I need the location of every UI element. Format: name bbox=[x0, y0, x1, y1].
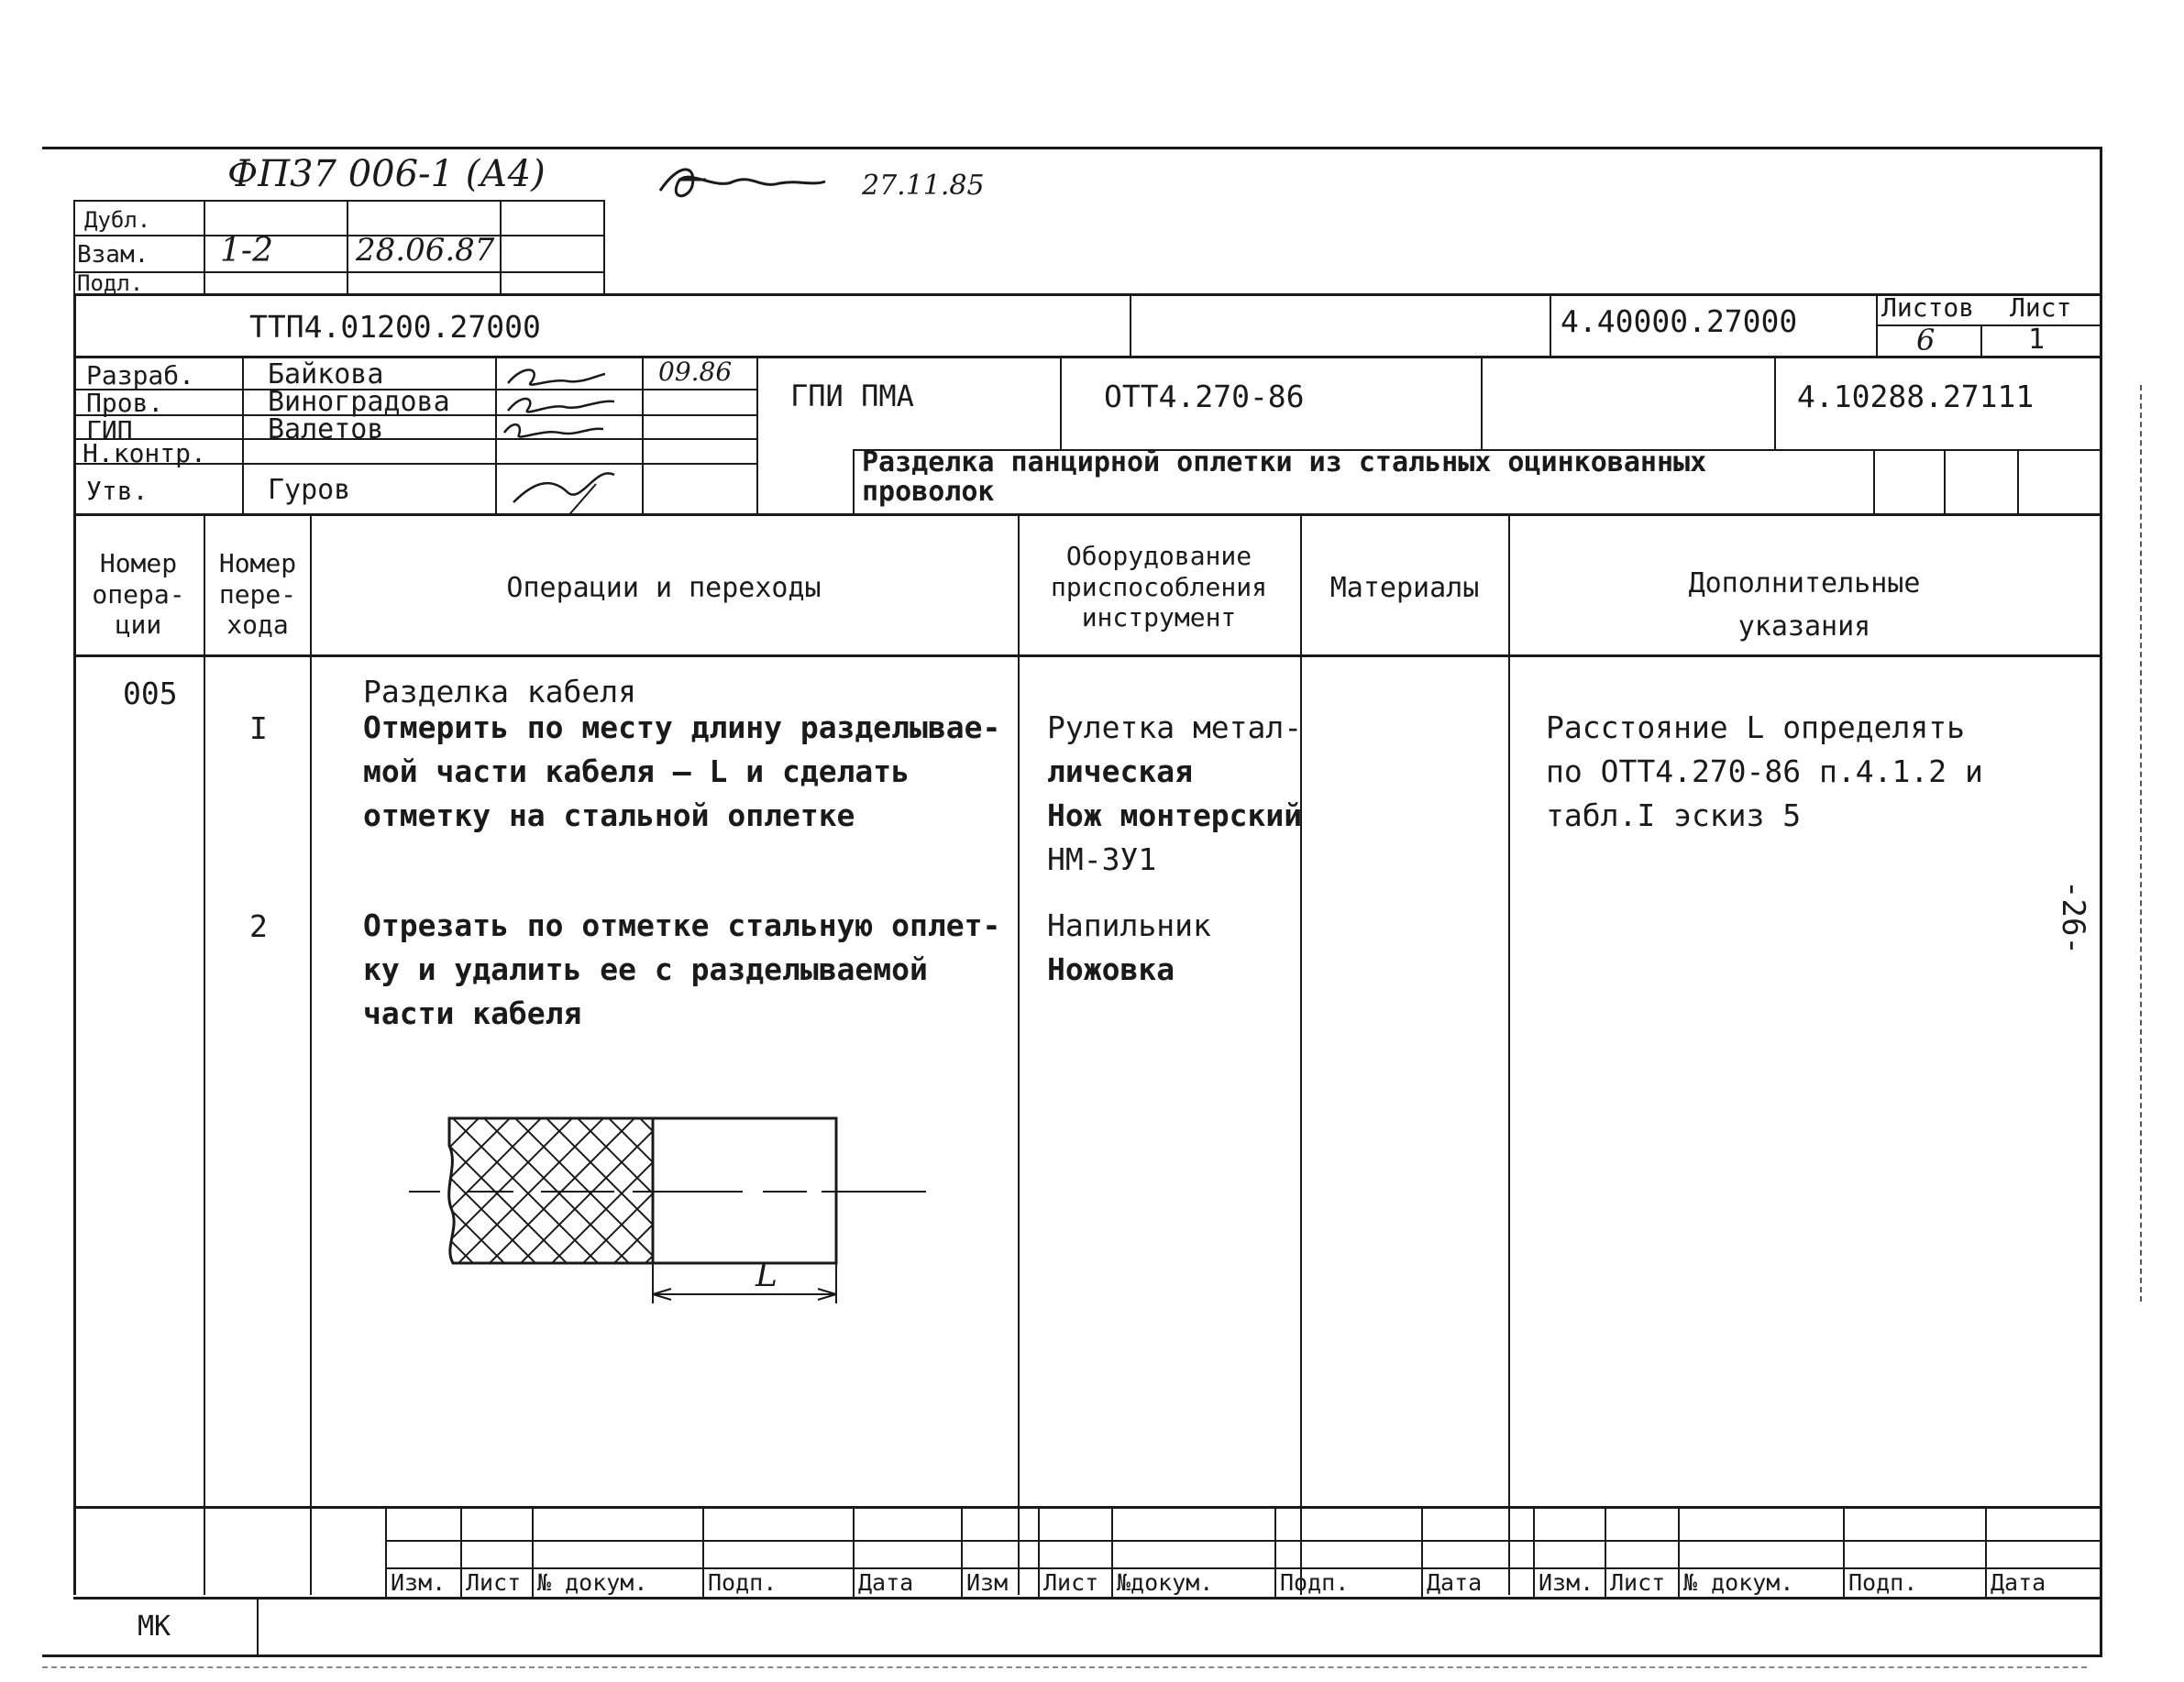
additional-line-1: Расстояние L определять bbox=[1546, 709, 1965, 745]
sheets-value: 6 bbox=[1916, 323, 1936, 357]
title-line-2: проволок bbox=[862, 476, 995, 508]
sheets-label: Листов bbox=[1881, 292, 1975, 323]
col-operations: Операции и переходы bbox=[506, 572, 822, 604]
revision-col-0: Изм. bbox=[391, 1569, 447, 1596]
revision-col-13: Подп. bbox=[1848, 1569, 1918, 1596]
step-2-line-3: части кабеля bbox=[363, 995, 582, 1031]
sheet-label: Лист bbox=[2010, 292, 2072, 323]
revision-col-12: № докум. bbox=[1683, 1569, 1794, 1596]
doc-code-right: 4.40000.27000 bbox=[1561, 303, 1798, 339]
standard-code: ОТТ4.270-86 bbox=[1104, 379, 1305, 414]
operation-number: 005 bbox=[123, 676, 178, 711]
sheet-value: 1 bbox=[2028, 324, 2046, 356]
step-1-line-1: Отмерить по месту длину разделывае- bbox=[363, 709, 1001, 745]
sig-date-0: 09.86 bbox=[658, 357, 733, 387]
step-1-line-2: мой части кабеля – L и сделать bbox=[363, 753, 910, 789]
form-code: ФП37 006-1 (А4) bbox=[227, 153, 546, 195]
revision-col-4: Дата bbox=[858, 1569, 914, 1596]
signature-scribbles bbox=[495, 356, 642, 513]
sketch-dimension-label: L bbox=[756, 1257, 778, 1294]
product-code: 4.10288.27111 bbox=[1797, 379, 2035, 414]
change-label-vzam: Взам. bbox=[77, 241, 149, 269]
step-1-equip-3: Нож монтерский bbox=[1047, 797, 1303, 833]
sig-name-0: Байкова bbox=[268, 358, 384, 390]
title-line-1: Разделка панцирной оплетки из стальных оцинкованных bbox=[862, 446, 1707, 478]
handwritten-date: 27.11.85 bbox=[862, 170, 985, 202]
cable-sketch bbox=[403, 1100, 935, 1320]
change-date-vzam: 28.06.87 bbox=[356, 232, 495, 269]
margin-page-number: -26- bbox=[2055, 880, 2091, 955]
col-materials: Материалы bbox=[1329, 572, 1480, 604]
step-1-equip-2: лическая bbox=[1047, 753, 1193, 789]
change-label-dubl: Дубл. bbox=[84, 207, 151, 233]
revision-col-14: Дата bbox=[1991, 1569, 2046, 1596]
additional-line-3: табл.I эскиз 5 bbox=[1546, 797, 1802, 833]
revision-col-8: Подп. bbox=[1280, 1569, 1350, 1596]
doc-code-left: ТТП4.01200.27000 bbox=[249, 309, 541, 345]
sig-role-3: Н.контр. bbox=[83, 438, 206, 468]
revision-col-9: Дата bbox=[1427, 1569, 1483, 1596]
step-1-equip-4: НМ-3У1 bbox=[1047, 841, 1157, 877]
revision-col-11: Лист bbox=[1610, 1569, 1666, 1596]
step-2-equip-2: Ножовка bbox=[1047, 951, 1175, 987]
revision-col-2: № докум. bbox=[537, 1569, 648, 1596]
step-2-line-1: Отрезать по отметке стальную оплет- bbox=[363, 907, 1001, 943]
col-op-number: Номер опера- ции bbox=[92, 548, 185, 641]
step-1-line-3: отметку на стальной оплетке bbox=[363, 797, 855, 833]
revision-col-1: Лист bbox=[466, 1569, 522, 1596]
revision-col-7: №докум. bbox=[1117, 1569, 1214, 1596]
organization: ГПИ ПМА bbox=[790, 379, 914, 413]
handwritten-signature bbox=[651, 154, 834, 209]
sig-name-1: Виноградова bbox=[268, 386, 450, 418]
col-additional: Дополнительные указания bbox=[1688, 567, 1921, 643]
sig-role-2: ГИП bbox=[86, 415, 133, 445]
revision-col-3: Подп. bbox=[708, 1569, 778, 1596]
change-label-podl: Подл. bbox=[77, 270, 144, 296]
additional-line-2: по ОТТ4.270-86 п.4.1.2 и bbox=[1546, 753, 1983, 789]
step-2-equip-1: Напильник bbox=[1047, 907, 1211, 943]
step-1-equip-1: Рулетка метал- bbox=[1047, 709, 1303, 745]
sig-name-2: Валетов bbox=[268, 413, 384, 445]
sig-name-4: Гуров bbox=[268, 474, 351, 506]
revision-col-10: Изм. bbox=[1539, 1569, 1594, 1596]
sig-role-1: Пров. bbox=[86, 388, 164, 418]
operation-title: Разделка кабеля bbox=[363, 674, 637, 709]
step-2-line-2: ку и удалить ее с разделываемой bbox=[363, 951, 928, 987]
sig-role-4: Утв. bbox=[86, 476, 149, 506]
step-number-2: 2 bbox=[249, 908, 268, 944]
sig-role-0: Разраб. bbox=[86, 360, 195, 390]
col-step-number: Номер пере- хода bbox=[218, 548, 297, 641]
col-equipment: Оборудование приспособления инструмент bbox=[1050, 541, 1267, 633]
change-value-vzam: 1-2 bbox=[220, 232, 273, 269]
step-number-1: I bbox=[249, 710, 268, 746]
form-type: МК bbox=[138, 1611, 171, 1643]
revision-col-5: Изм bbox=[966, 1569, 1009, 1596]
revision-col-6: Лист bbox=[1043, 1569, 1099, 1596]
